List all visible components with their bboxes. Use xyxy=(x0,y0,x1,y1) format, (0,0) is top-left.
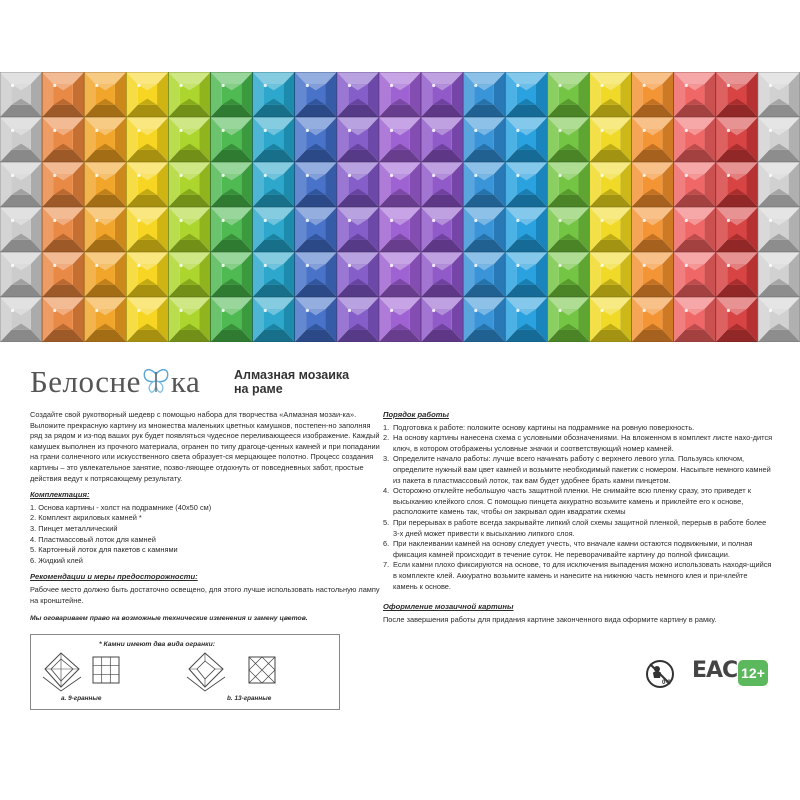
mosaic-stone xyxy=(42,72,84,117)
mosaic-stone xyxy=(295,297,337,342)
mosaic-stone xyxy=(758,207,800,252)
mosaic-stone xyxy=(84,207,126,252)
mosaic-stone xyxy=(505,297,547,342)
mosaic-stone xyxy=(211,297,253,342)
mosaic-stone xyxy=(42,207,84,252)
kit-title: Комплектация: xyxy=(30,490,90,500)
mosaic-stone xyxy=(632,162,674,207)
mosaic-stone xyxy=(211,72,253,117)
mosaic-stone xyxy=(253,72,295,117)
not-for-kids-icon xyxy=(644,658,676,690)
order-text: Осторожно отклейте небольшую часть защитной пленки. Не снимайте всю пленку сразу, это приведет к высыханию клейкого слоя. С помощью пинцета аккуратно возьмите камень и приклейте его к основе, расположите камень так, чтобы он закрывал один квадратик схемы xyxy=(393,486,751,517)
order-number: 4. xyxy=(383,486,390,496)
mosaic-stone xyxy=(758,252,800,297)
mosaic-stone xyxy=(253,117,295,162)
mosaic-stone xyxy=(505,162,547,207)
mosaic-stone xyxy=(84,117,126,162)
facet-13-diagram xyxy=(183,647,293,693)
mosaic-stone xyxy=(379,207,421,252)
mosaic-stone xyxy=(505,252,547,297)
mosaic-stone xyxy=(295,117,337,162)
mosaic-stone xyxy=(42,297,84,342)
mosaic-stone xyxy=(589,252,631,297)
mosaic-stone xyxy=(42,162,84,207)
mosaic-stone xyxy=(463,117,505,162)
mosaic-stone xyxy=(295,162,337,207)
mosaic-stone xyxy=(168,252,210,297)
mosaic-stone xyxy=(126,162,168,207)
butterfly-icon xyxy=(141,366,171,396)
brand-header xyxy=(30,364,390,400)
mosaic-stone xyxy=(337,252,379,297)
mosaic-stone xyxy=(379,162,421,207)
mosaic-stone xyxy=(589,72,631,117)
order-item xyxy=(383,518,773,539)
kit-list xyxy=(30,503,380,567)
mosaic-stone xyxy=(758,162,800,207)
finish-text: После завершения работы для придания картине законченного вида оформите картину в рамку. xyxy=(383,614,717,624)
mosaic-stone xyxy=(547,117,589,162)
order-number: 5. xyxy=(383,517,390,527)
mosaic-stone xyxy=(463,162,505,207)
kids-age-label: 0-3 xyxy=(662,680,671,686)
mosaic-stone xyxy=(0,162,42,207)
mosaic-stone xyxy=(0,117,42,162)
mosaic-stone xyxy=(758,117,800,162)
order-number: 6. xyxy=(383,539,390,549)
mosaic-stone xyxy=(126,207,168,252)
mosaic-stone xyxy=(84,252,126,297)
diamond-mosaic-banner xyxy=(0,72,800,342)
mosaic-stone xyxy=(421,252,463,297)
order-list xyxy=(383,423,773,593)
mosaic-stone xyxy=(211,117,253,162)
mosaic-stone xyxy=(589,297,631,342)
mosaic-stone xyxy=(126,297,168,342)
mosaic-stone xyxy=(421,162,463,207)
mosaic-stone xyxy=(211,252,253,297)
mosaic-stone xyxy=(0,252,42,297)
finish-title: Оформление мозаичной картины xyxy=(383,602,514,612)
order-number: 3. xyxy=(383,454,390,464)
mosaic-stone xyxy=(547,297,589,342)
eac-label: EAC xyxy=(692,658,738,683)
order-item xyxy=(383,423,773,434)
order-item xyxy=(383,454,773,486)
mosaic-stone xyxy=(716,162,758,207)
mosaic-stone xyxy=(84,297,126,342)
mosaic-stone xyxy=(674,207,716,252)
mosaic-stone xyxy=(168,117,210,162)
kit-item: 3. Пинцет металлический xyxy=(30,523,118,533)
mosaic-stone xyxy=(337,207,379,252)
mosaic-stone xyxy=(547,72,589,117)
order-title: Порядок работы xyxy=(383,410,449,419)
product-subtitle: Алмазная мозаика на раме xyxy=(234,368,350,396)
kit-item: 1. Основа картины - холст на подрамнике (40х50 см) xyxy=(30,502,212,512)
mosaic-stone xyxy=(674,117,716,162)
mosaic-stone xyxy=(379,252,421,297)
mosaic-stone xyxy=(42,117,84,162)
mosaic-stone xyxy=(505,207,547,252)
mosaic-stone xyxy=(674,72,716,117)
mosaic-stone xyxy=(211,162,253,207)
facet-9-label: a. 9-гранные xyxy=(61,695,102,702)
mosaic-stone xyxy=(674,252,716,297)
order-text: На основу картины нанесена схема с условными обозначениями. На вложенном в комплект листе нахо-дится ключ, в котором отображены условные значки и соответствующий номер камней. xyxy=(393,433,773,453)
mosaic-stone xyxy=(168,207,210,252)
mosaic-stone xyxy=(379,117,421,162)
mosaic-stone xyxy=(716,72,758,117)
mosaic-stone xyxy=(421,72,463,117)
mosaic-stone xyxy=(421,207,463,252)
order-text: Подготовка к работе: положите основу картины на подрамнике на ровную поверхность. xyxy=(393,422,695,432)
mosaic-stone xyxy=(337,162,379,207)
mosaic-stone xyxy=(211,207,253,252)
order-item xyxy=(383,560,773,592)
facet-types-heading: * Камни имеют два вида огранки: xyxy=(99,641,216,648)
kit-item: 6. Жидкий клей xyxy=(30,555,83,565)
mosaic-stone xyxy=(379,297,421,342)
mosaic-stone xyxy=(547,252,589,297)
mosaic-stone xyxy=(589,207,631,252)
mosaic-stone xyxy=(379,72,421,117)
intro-text: Создайте свой рукотворный шедевр с помощью набора для творчества «Алмазная мозаи-ка». Выложите прекрасную картину из множества маленьких цветных камушков, постепен-но заполняя ряд за рядом и из-под ваших рук будет появляться чудесное переливающееся изображение. Каждый камушек выполнен из прочного материала, огранен по типу драгоце-ценных камней и при попадании на грани солнечного или искусственного света образует-ся мерцающее полотно. Процесс создания картины – это увлекательное занятие, позво-ляющее отдохнуть от повседневных забот, простые действия ведут к потрясающему результату. xyxy=(30,410,380,483)
mosaic-stone xyxy=(0,207,42,252)
mosaic-stone xyxy=(716,297,758,342)
mosaic-stone xyxy=(547,162,589,207)
mosaic-stone xyxy=(674,297,716,342)
mosaic-stone xyxy=(295,252,337,297)
order-item xyxy=(383,433,773,454)
mosaic-stone xyxy=(632,207,674,252)
order-item xyxy=(383,486,773,518)
mosaic-stone xyxy=(337,297,379,342)
mosaic-stone xyxy=(632,117,674,162)
mosaic-stone xyxy=(0,297,42,342)
mosaic-stone xyxy=(632,72,674,117)
mosaic-stone xyxy=(253,297,295,342)
mosaic-stone xyxy=(463,72,505,117)
mosaic-stone xyxy=(126,72,168,117)
mosaic-stone xyxy=(253,207,295,252)
mosaic-stone xyxy=(589,162,631,207)
mosaic-stone xyxy=(758,297,800,342)
order-text: При перерывах в работе всегда закрывайте липкий слой схемы защитной пленкой, перерыв в работе более 3-х дней может привести к высыханию липкого слоя. xyxy=(393,517,767,538)
mosaic-stone xyxy=(126,252,168,297)
mosaic-stone xyxy=(505,72,547,117)
mosaic-stone xyxy=(421,297,463,342)
mosaic-stone xyxy=(674,162,716,207)
facet-9-diagram xyxy=(39,647,131,693)
mosaic-stone xyxy=(337,117,379,162)
mosaic-stone xyxy=(547,207,589,252)
facet-types-box xyxy=(30,634,340,710)
mosaic-stone xyxy=(295,207,337,252)
mosaic-stone xyxy=(632,297,674,342)
order-item xyxy=(383,539,773,560)
mosaic-stone xyxy=(463,297,505,342)
left-column xyxy=(30,410,380,625)
facet-13-label: b. 13-гранные xyxy=(227,695,272,702)
mosaic-stone xyxy=(463,207,505,252)
mosaic-stone xyxy=(168,72,210,117)
mosaic-stone xyxy=(716,207,758,252)
mosaic-stone xyxy=(42,252,84,297)
mosaic-stone xyxy=(758,72,800,117)
mosaic-stone xyxy=(632,252,674,297)
mosaic-stone xyxy=(168,162,210,207)
safety-title: Рекомендации и меры предосторожности: xyxy=(30,572,198,582)
mosaic-stone xyxy=(295,72,337,117)
mosaic-stone xyxy=(168,297,210,342)
mosaic-stone xyxy=(253,162,295,207)
mosaic-stone xyxy=(589,117,631,162)
safety-text: Рабочее место должно быть достаточно освещено, для этого лучше использовать настольную лампу на кронштейне. xyxy=(30,584,380,605)
order-number: 1. xyxy=(383,422,390,432)
mosaic-stone xyxy=(0,72,42,117)
kit-item: 2. Комплект акриловых камней * xyxy=(30,513,142,523)
eac-mark-icon xyxy=(692,658,738,690)
order-number: 7. xyxy=(383,560,390,570)
age-rating-label: 12+ xyxy=(738,660,768,686)
mosaic-stone xyxy=(126,117,168,162)
mosaic-stone xyxy=(716,252,758,297)
mosaic-stone xyxy=(337,72,379,117)
mosaic-stone xyxy=(84,72,126,117)
order-number: 2. xyxy=(383,433,390,443)
mosaic-stone xyxy=(505,117,547,162)
age-rating-badge xyxy=(738,658,770,690)
order-text: Определите начало работы: лучше всего начинать работу с верхнего левого угла. Пользуясь ключом, определите нужный вам цвет камней и возьмите необходимый пакетик с номером. Насыпьте немного камней из пакета в пластмассовый лоток, так вам будет удобнее брать камни пинцетом. xyxy=(393,454,771,485)
kit-item: 4. Пластмассовый лоток для камней xyxy=(30,534,156,544)
disclaimer-text: Мы оговариваем право на возможные технические изменения и замену цветов. xyxy=(30,615,308,623)
right-column xyxy=(383,410,773,625)
mosaic-stone xyxy=(463,252,505,297)
kit-item: 5. Картонный лоток для пакетов с камнями xyxy=(30,545,178,555)
mosaic-stone xyxy=(421,117,463,162)
brand-logo: Белосне ка xyxy=(30,364,201,399)
mosaic-stone xyxy=(253,252,295,297)
order-text: Если камни плохо фиксируются на основе, то для исключения выпадения можно использовать находя-щийся в комплекте клей. Аккуратно возьмите камень и нанесите на нижнюю часть немного клея и при-клейте камень к основе. xyxy=(393,560,772,591)
order-text: При наклеивании камней на основу следует учесть, что вначале камни остаются подвижными, и полная фиксация камней происходит в течение суток. Не переворачивайте картину до полной фиксации. xyxy=(393,539,753,559)
mosaic-stone xyxy=(716,117,758,162)
mosaic-stone xyxy=(84,162,126,207)
